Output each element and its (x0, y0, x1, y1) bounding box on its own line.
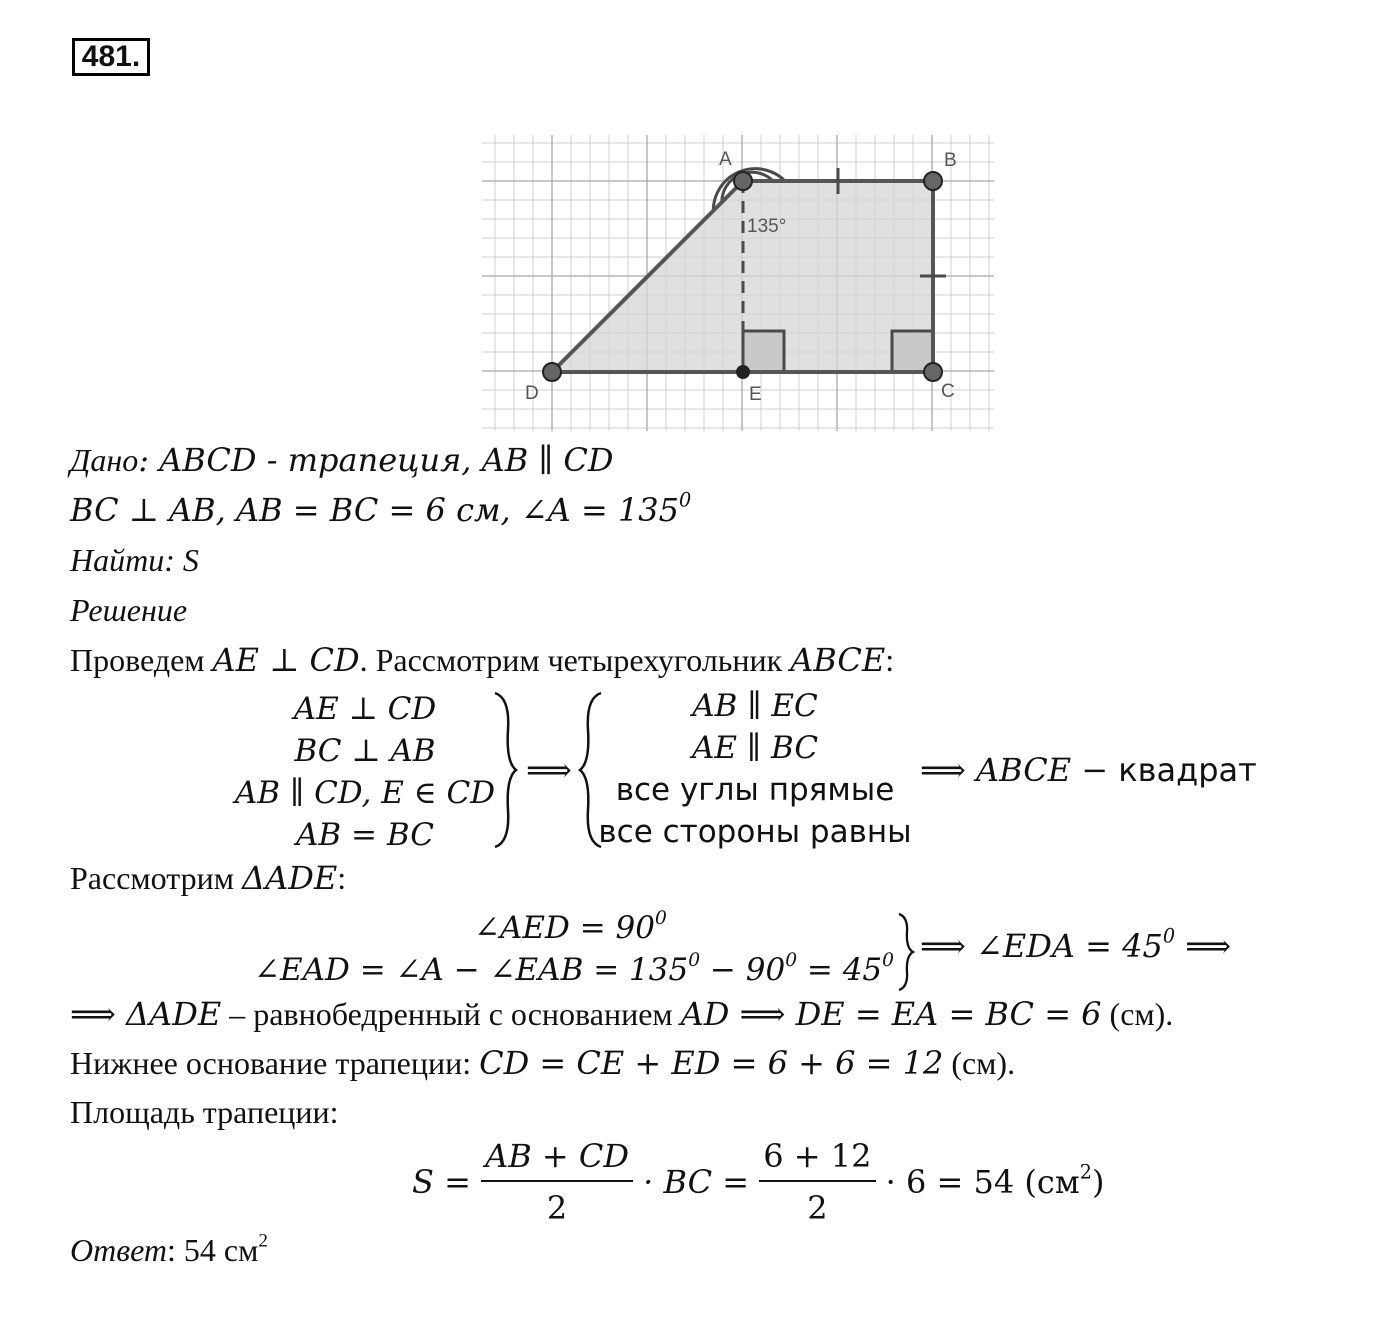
area-formula (412, 1136, 1104, 1228)
right-condition: AB ∥ EC (692, 688, 818, 724)
step2-conclusion (920, 926, 1231, 966)
step2-eq1 (474, 908, 667, 948)
formula-rhs-text: · 6 = 54 (см (885, 1163, 1080, 1201)
label-c: C (941, 381, 955, 402)
trapezoid-figure (482, 135, 994, 431)
step1-intro-c: . Рассмотрим четырехугольник (359, 642, 791, 678)
step1-conclusion (920, 750, 1257, 790)
step4-text-b: CD = CE + ED = 6 + 6 = 12 (479, 1044, 944, 1082)
right-condition: все стороны равны (598, 814, 912, 850)
eq2-text-a: ∠EAD = ∠A − ∠EAB = 135 (254, 952, 689, 988)
answer-sup: 2 (258, 1230, 268, 1252)
eq2-degree-3: 0 (882, 950, 895, 972)
solution-heading: Решение (70, 592, 188, 628)
eq2-text-c: = 45 (797, 952, 883, 988)
fraction-1-numerator: AB + CD (481, 1136, 633, 1182)
given-line-2 (70, 490, 691, 530)
step2-conclusion-b: ⟹ (1175, 927, 1232, 965)
right-condition: AE ∥ BC (691, 730, 819, 766)
step4-text-a: Нижнее основание трапеции: (70, 1045, 480, 1081)
label-a: A (719, 149, 732, 170)
step1-intro-a: Проведем (70, 642, 213, 678)
left-condition: AB = BC (296, 817, 434, 853)
step1-right-system (595, 685, 915, 853)
label-d: D (525, 383, 539, 404)
step3-part-a: ⟹ ΔADE (70, 995, 222, 1033)
fraction-2-denominator: 2 (807, 1189, 828, 1227)
given-conditions: BC ⊥ AB, AB = BC = 6 см, ∠A = 135 (70, 491, 680, 529)
step3-part-d: (см). (1101, 996, 1174, 1032)
left-condition: AB ∥ CD, E ∈ CD (234, 775, 496, 811)
eq2-degree-2: 0 (785, 950, 798, 972)
formula-lhs: S = (412, 1163, 471, 1201)
fraction-1-denominator: 2 (546, 1189, 568, 1227)
step1-intro-e: : (885, 642, 895, 678)
eq1-text: ∠AED = 90 (474, 910, 655, 946)
step2-intro (70, 858, 346, 898)
step2-conclusion-a: ⟹ ∠EDA = 45 (920, 927, 1163, 965)
given-degree: 0 (679, 488, 692, 512)
answer-value: : 54 см (167, 1232, 259, 1268)
left-condition: AE ⊥ CD (293, 691, 437, 727)
step2-intro-c: : (337, 860, 347, 896)
step4-text-c: (см). (943, 1045, 1016, 1081)
step1-conclusion-b: квадрат (1118, 751, 1257, 789)
given-text: : ABCD - трапеция, AB ∥ CD (138, 441, 614, 479)
point-e (736, 365, 750, 379)
find-line: Найти: S (70, 542, 199, 578)
right-angle-e (743, 331, 784, 372)
right-brace (492, 690, 518, 850)
step4-line (70, 1043, 1015, 1083)
formula-rhs (885, 1160, 1105, 1201)
answer-label: Ответ (70, 1232, 167, 1268)
implies-arrow: ⟹ (526, 751, 572, 789)
label-e: E (749, 384, 762, 405)
right-condition: все углы прямые (615, 772, 895, 808)
step2-eq2 (254, 950, 894, 990)
formula-mid: · BC = (643, 1163, 750, 1201)
step2-intro-b: ΔADE (241, 859, 338, 897)
step1-intro-b: AE ⊥ CD (212, 641, 360, 679)
given-line-1 (70, 440, 614, 480)
step1-intro-d: ABCE (790, 641, 886, 679)
eq2-degree-1: 0 (688, 950, 701, 972)
step3-part-c: AD ⟹ DE = EA = BC = 6 (680, 995, 1102, 1033)
step1-conclusion-a: ⟹ ABCE − (920, 751, 1119, 789)
eq2-text-b: − 90 (700, 952, 786, 988)
step1-intro (70, 640, 894, 680)
given-label: Дано (70, 442, 139, 478)
step2-conclusion-degree: 0 (1162, 924, 1176, 948)
angle-label: 135° (747, 216, 787, 237)
fraction-2-numerator: 6 + 12 (759, 1136, 875, 1182)
step2-brace (897, 912, 915, 992)
formula-rhs-sup: 2 (1079, 1160, 1092, 1184)
step3-part-b: – равнобедренный с основанием (221, 996, 681, 1032)
answer-line (70, 1230, 268, 1270)
step1-left-system (220, 688, 510, 856)
fraction-2 (759, 1136, 875, 1228)
step2-intro-a: Рассмотрим (70, 860, 242, 896)
eq1-degree: 0 (654, 908, 667, 930)
formula-rhs-end: ) (1091, 1163, 1105, 1201)
step3-line (70, 994, 1173, 1034)
problem-number: 481. (72, 38, 150, 76)
label-b: B (944, 150, 957, 171)
left-condition: BC ⊥ AB (294, 733, 436, 769)
step5-line: Площадь трапеции: (70, 1094, 339, 1130)
fraction-1 (481, 1136, 633, 1228)
